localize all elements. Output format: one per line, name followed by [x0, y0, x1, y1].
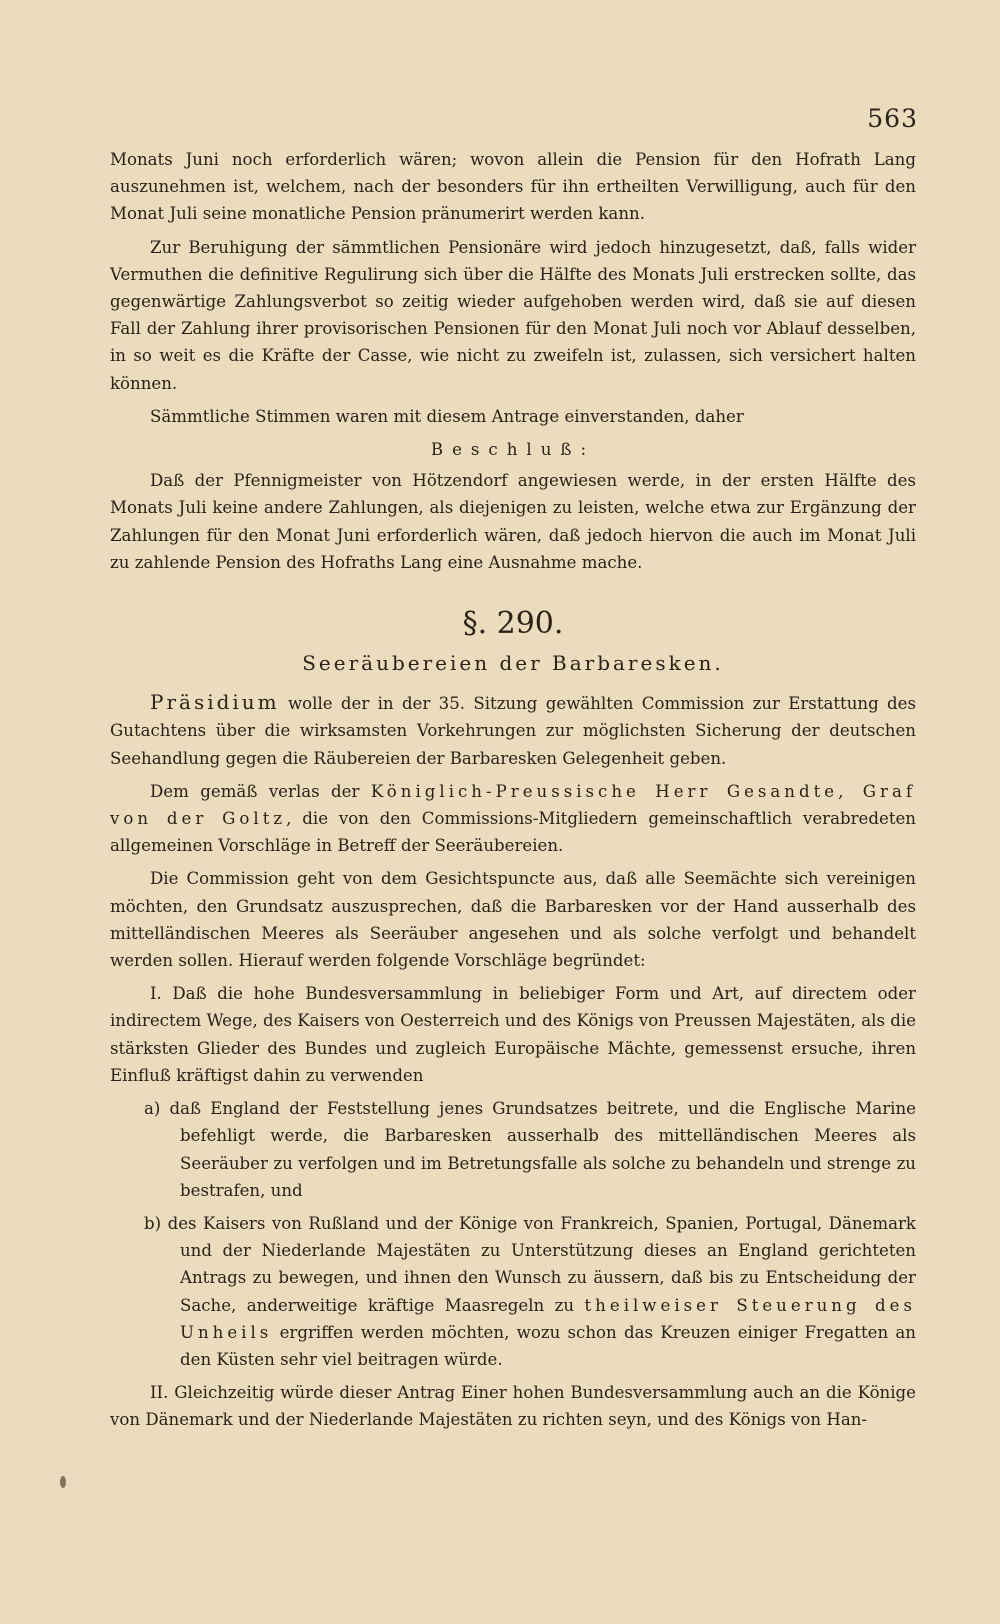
- paragraph-continuation: Monats Juni noch erforderlich wären; wovon allein die Pension für den Hofrath Lang auszunehmen ist, welchem, nach der besonders für ihn ertheilten Verwilligung, auch für den Monat Juli seine monatliche Pension pränumerirt werden kann.: [110, 150, 916, 224]
- proposal-item-1: I. Daß die hohe Bundesversammlung in beliebiger Form und Art, auf directem oder indirectem Wege, des Kaisers von Oesterreich und des Königs von Preussen Majestäten, als die stärksten Glieder des Bundes und zugleich Europäische Mächte, gemessenst ersuche, ihren Einfluß kräftigst dahin zu verwenden: [110, 984, 916, 1085]
- proposal-item-2: II. Gleichzeitig würde dieser Antrag Einer hohen Bundesversammlung auch an die Könige von Dänemark und der Niederlande Majestäten zu richten seyn, und des Königs von Han-: [110, 1383, 916, 1430]
- presidium-text: wolle der in der 35. Sitzung gewählten Commission zur Erstattung des Gutachtens über die wirksamsten Vorkehrungen zur möglichsten Sicherung der deutschen Seehandlung gegen die Räubereien der Barbaresken Gelegenheit geben.: [110, 694, 916, 768]
- presidium-word: Präsidium: [150, 690, 280, 715]
- envoy-name: Königlich-Preussische Herr Gesandte, Graf von der Goltz: [110, 781, 916, 829]
- paragraph-resolution: Daß der Pfennigmeister von Hötzendorf angewiesen werde, in der ersten Hälfte des Monats Juli keine andere Zahlungen, als diejenigen zu leisten, welche etwa zur Ergänzung der Zahlungen für den Monat Juni erforderlich wären, daß jedoch hiervon die auch im Monat Juli zu zahlende Pension des Hofraths Lang eine Ausnahme mache.: [110, 471, 916, 572]
- proposal-item-1b: [144, 1210, 916, 1373]
- section-number: §. 290.: [462, 606, 564, 642]
- paragraph-envoy: [110, 778, 916, 860]
- item-1b-text-start: b) des Kaisers von Rußland und der Könige von Frankreich, Spanien, Portugal, Dänemark und der Niederlande Majestäten zu Unterstützung dieses an England gerichteten Antrags zu bewegen, und ihnen den Wunsch zu äussern, daß bis zu Entscheidung der Sache, anderweitige kräftige Maasregeln zu: [144, 1213, 916, 1315]
- paragraph-presidium: [110, 689, 916, 772]
- paper-stain: [60, 1476, 66, 1488]
- proposal-item-1a: a) daß England der Feststellung jenes Grundsatzes beitrete, und die Englische Marine befehligt werde, die Barbaresken ausserhalb des mittelländischen Meeres als Seeräuber zu verfolgen und im Betretungsfalle als solche zu behandeln und strenge zu bestrafen, und: [144, 1099, 916, 1200]
- page-body: [110, 146, 916, 1440]
- paragraph-commission: Die Commission geht von dem Gesichtspuncte aus, daß alle Seemächte sich vereinigen möchten, den Grundsatz auszusprechen, daß die Barbaresken vor der Hand ausserhalb des mittelländischen Meeres als Seeräuber angesehen und als solche verfolgt und behandelt werden sollen. Hierauf werden folgende Vorschläge begründet:: [110, 869, 916, 971]
- item-1b-text-end: ergriffen werden möchten, wozu schon das Kreuzen einiger Fregatten an den Küsten sehr viel beitragen würde.: [180, 1322, 916, 1369]
- envoy-text-start: Dem gemäß verlas der: [150, 781, 371, 801]
- resolution-heading: Beschluß:: [430, 440, 596, 460]
- page-number: 563: [867, 104, 918, 133]
- envoy-text-end: , die von den Commissions-Mitgliedern gemeinschaftlich verabredeten allgemeinen Vorschläge in Betreff der Seeräubereien.: [110, 809, 916, 856]
- item-1b-emphasis: theilweiser Steuerung des Unheils: [180, 1295, 916, 1342]
- paragraph-votes: Sämmtliche Stimmen waren mit diesem Antrage einverstanden, daher: [150, 406, 744, 426]
- paragraph-pension-reassurance: Zur Beruhigung der sämmtlichen Pensionäre wird jedoch hinzugesetzt, daß, falls wider Vermuthen die definitive Regulirung sich über die Hälfte des Monats Juli erstrecken sollte, das gegenwärtige Zahlungsverbot so zeitig wieder aufgehoben werden wird, daß sie auf diesen Fall der Zahlung ihrer provisorischen Pensionen für den Monat Juli noch vor Ablauf desselben, in so weit es die Kräfte der Casse, wie nicht zu zweifeln ist, zulassen, sich versichert halten können.: [110, 237, 916, 393]
- section-title: Seeräubereien der Barbaresken.: [302, 651, 724, 676]
